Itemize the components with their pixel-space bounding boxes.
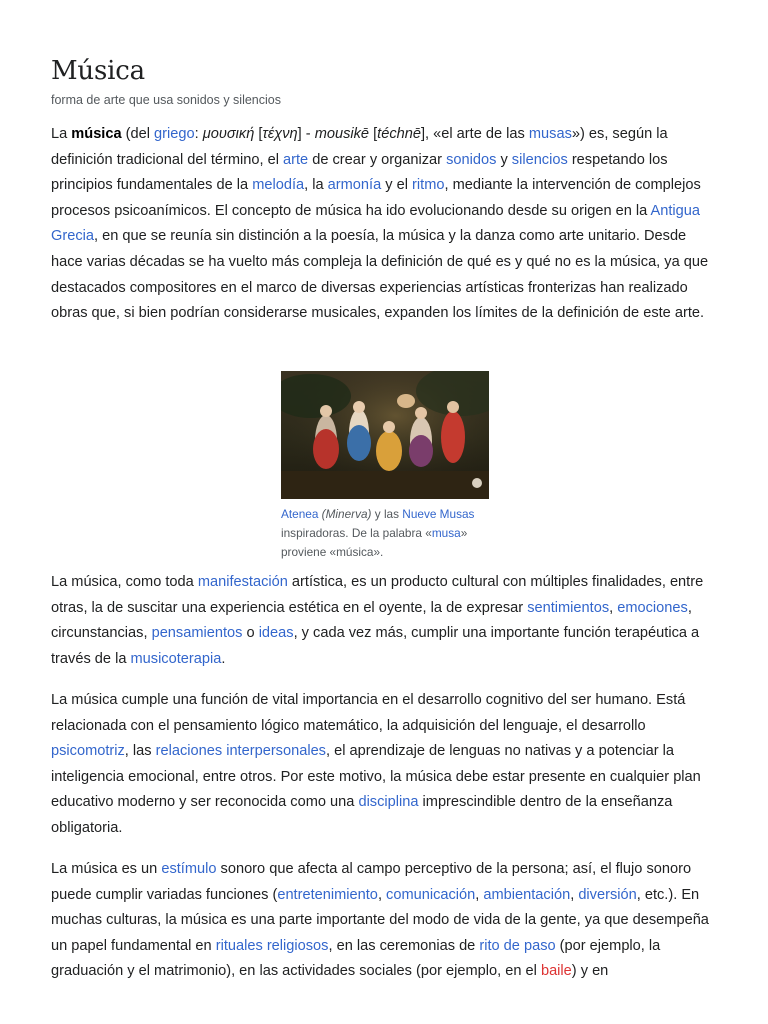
text: , xyxy=(475,886,484,903)
text: , el aprendizaje de lenguas no nativas y a potenciar la inteligencia emocional, entre otros. Por este motivo, la música debe estar presente en cualquier plan educativo moderno y ser reconocida como una xyxy=(51,743,701,811)
text: La música cumple una función de vital importancia en el desarrollo cognitivo del ser humano. Está relacionada con el pensamiento lógico matemático, la adquisición del lenguaje, el desarrollo xyxy=(51,692,686,734)
link-arte[interactable]: arte xyxy=(283,151,309,168)
text: imprescindible dentro de la enseñanza obligatoria. xyxy=(51,794,673,836)
link-atenea[interactable]: Atenea xyxy=(281,507,319,521)
text: , xyxy=(377,886,387,903)
greek-term: μουσική xyxy=(202,126,255,142)
text: y las xyxy=(371,507,403,521)
paragraph-estimulo-sonoro xyxy=(51,857,717,985)
text: ») es, según la definición tradicional del término, el xyxy=(51,126,668,168)
painting-illustration xyxy=(281,371,489,499)
bold-term-musica: música xyxy=(71,126,122,142)
page-subtitle: forma de arte que usa sonidos y silencios xyxy=(51,93,281,107)
text: La música es un xyxy=(51,861,162,877)
text: (por ejemplo, la graduación y el matrimonio), en las actividades sociales (por ejemplo, en el xyxy=(51,937,661,980)
text: , las xyxy=(124,743,156,760)
paragraph-desarrollo-cognitivo xyxy=(51,688,717,842)
text: sonoro que afecta al campo perceptivo de la persona; así, el flujo sonoro puede cumplir variadas funciones ( xyxy=(51,861,692,903)
link-ideas[interactable]: ideas xyxy=(258,625,294,642)
link-emociones[interactable]: emociones xyxy=(617,599,688,616)
link-disciplina[interactable]: disciplina xyxy=(358,794,419,811)
page-title: Música xyxy=(51,56,145,86)
text: de crear y organizar xyxy=(308,151,447,168)
text: , etc.). En muchas culturas, la música es una parte importante del modo de vida de la gente, ya que desempeña un papel fundamental en xyxy=(51,886,709,954)
text: ] - xyxy=(297,126,315,142)
link-ambientacion[interactable]: ambientación xyxy=(483,886,571,903)
link-musa[interactable]: musa xyxy=(431,526,461,540)
text: La xyxy=(51,126,72,142)
text: , y cada vez más, cumplir una importante función terapéutica a través de la xyxy=(51,625,700,667)
link-sonidos[interactable]: sonidos xyxy=(446,151,497,168)
link-nueve-musas[interactable]: Nueve Musas xyxy=(402,507,475,521)
transliteration-mousike: mousikē xyxy=(314,126,370,142)
link-baile[interactable]: baile xyxy=(540,963,572,980)
link-comunicacion[interactable]: comunicación xyxy=(386,886,476,903)
text: , xyxy=(570,886,579,903)
text: , mediante la intervención de complejos procesos psicoanímicos. El concepto de música ha ido evolucionando desde su origen en la xyxy=(51,177,701,219)
text: respetando los principios fundamentales de la xyxy=(51,151,668,194)
text: . xyxy=(221,650,226,667)
link-silencios[interactable]: silencios xyxy=(511,151,568,168)
text: , la xyxy=(304,177,328,194)
link-relaciones-interpersonales[interactable]: relaciones interpersonales xyxy=(155,743,326,760)
text: (del xyxy=(121,126,155,142)
link-musas[interactable]: musas xyxy=(528,126,572,142)
text: y xyxy=(496,151,512,168)
link-melodia[interactable]: melodía xyxy=(252,177,305,194)
text: , en las ceremonias de xyxy=(328,937,480,954)
text: La música, como toda xyxy=(51,574,198,590)
link-estimulo[interactable]: estímulo xyxy=(161,861,217,877)
painting-image[interactable] xyxy=(281,371,489,499)
link-diversion[interactable]: diversión xyxy=(578,886,637,903)
link-armonia[interactable]: armonía xyxy=(327,177,382,194)
text: inspiradoras. De la palabra « xyxy=(281,526,432,540)
text: , xyxy=(609,599,618,616)
figure-atenea-musas xyxy=(281,371,489,562)
figure-caption xyxy=(281,505,489,562)
text: [ xyxy=(254,126,263,142)
paragraph-intro xyxy=(51,122,717,327)
text: , en que se reunía sin distinción a la poesía, la música y la danza como arte unitario. Desde hace varias décadas se ha vuelto más compleja la definición de qué es y qué no es la música, ya que destacados compositores en el marco de diversas experiencias artísticas fronterizas han realizado obras que, si bien podrían considerarse musicales, expanden los límites de la definición de este arte. xyxy=(51,228,709,322)
link-psicomotriz[interactable]: psicomotriz xyxy=(51,743,125,760)
link-ritmo[interactable]: ritmo xyxy=(412,177,445,194)
text: ], «el arte de las xyxy=(420,126,529,142)
text: y el xyxy=(381,177,413,194)
link-rito-de-paso[interactable]: rito de paso xyxy=(479,937,556,954)
text: : xyxy=(194,126,203,142)
link-entretenimiento[interactable]: entretenimiento xyxy=(277,886,378,903)
text: , circunstancias, xyxy=(51,599,692,642)
link-manifestacion[interactable]: manifestación xyxy=(197,574,288,590)
link-pensamientos[interactable]: pensamientos xyxy=(151,625,243,642)
paragraph-finalidades xyxy=(51,570,717,672)
text: o xyxy=(242,625,259,642)
text: [ xyxy=(369,126,378,142)
link-sentimientos[interactable]: sentimientos xyxy=(527,599,610,616)
link-griego[interactable]: griego xyxy=(154,126,195,142)
transliteration-techne: téchnē xyxy=(377,126,421,142)
link-antigua-grecia[interactable]: Antigua Grecia xyxy=(51,202,701,245)
text: » proviene «música». xyxy=(281,526,468,559)
link-musicoterapia[interactable]: musicoterapia xyxy=(130,650,222,667)
greek-term-techne: τέχνη xyxy=(262,126,298,142)
link-rituales-religiosos[interactable]: rituales religiosos xyxy=(215,937,329,954)
text: artística, es un producto cultural con múltiples finalidades, entre otras, la de suscitar una experiencia estética en el oyente, la de expresar xyxy=(51,574,704,616)
caption-minerva: (Minerva) xyxy=(318,507,372,521)
text: ) y en xyxy=(571,963,609,980)
